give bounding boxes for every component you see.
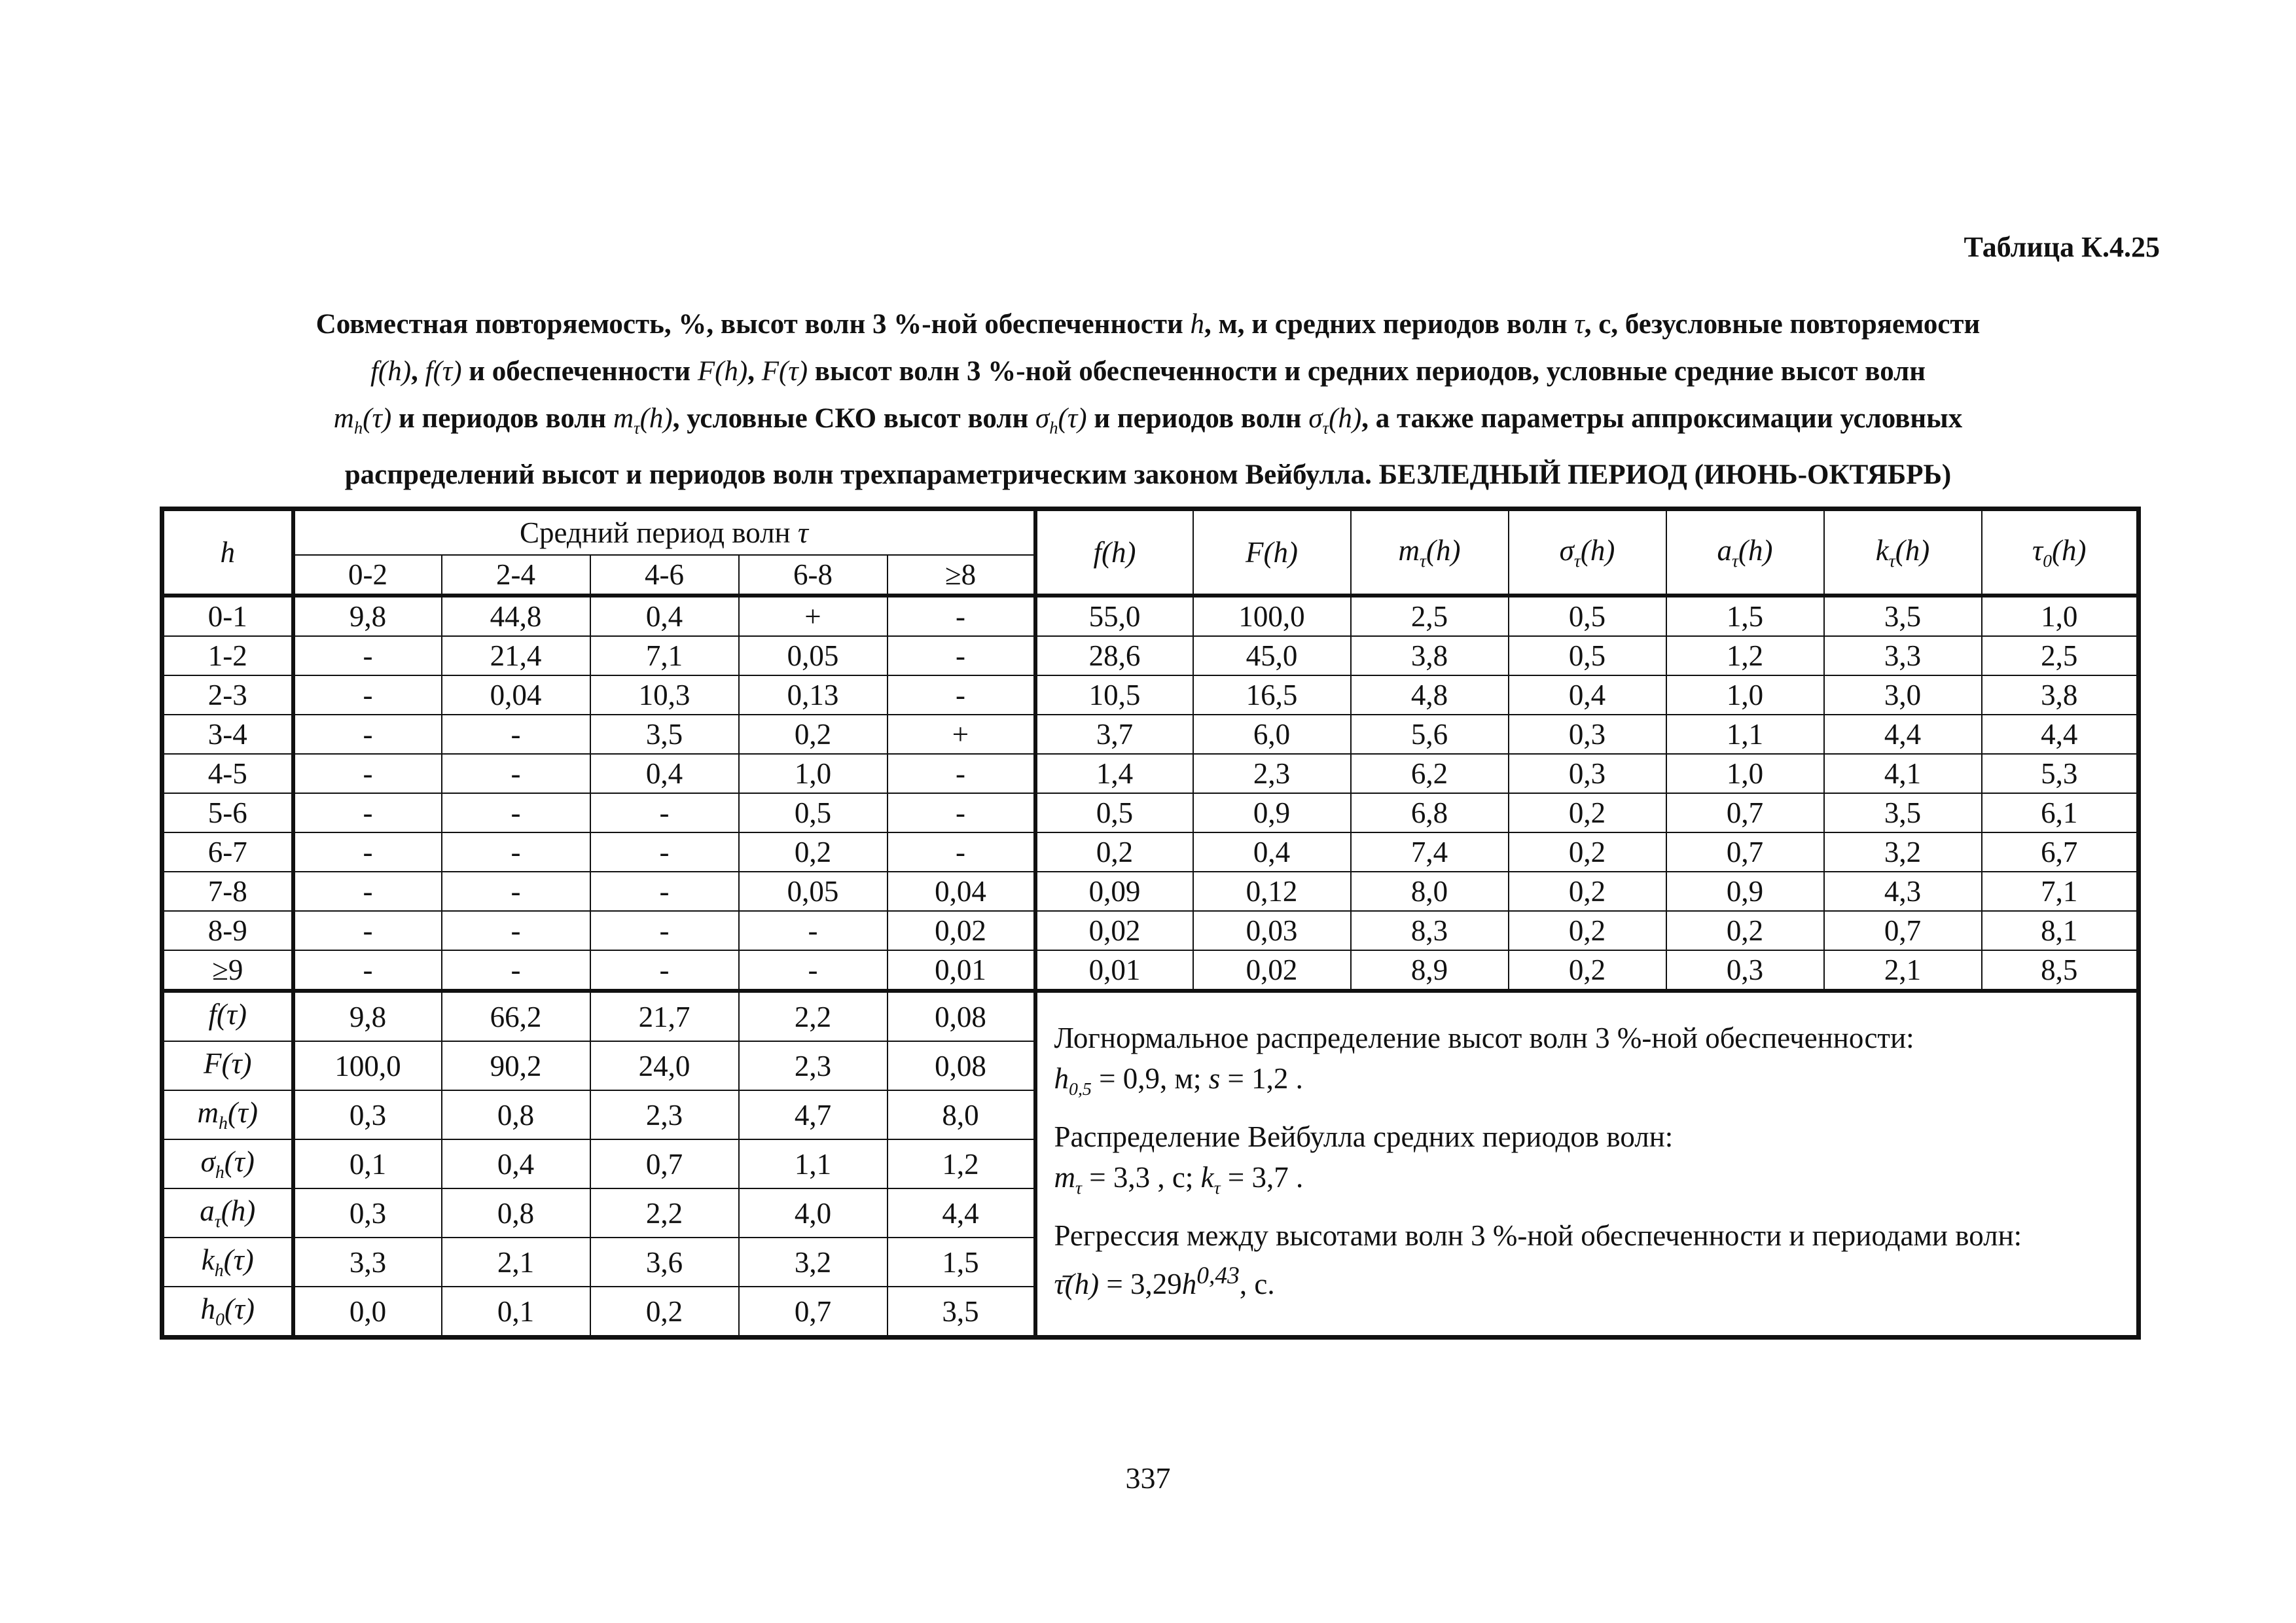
height-stat-cell: 0,2 <box>1509 872 1666 911</box>
period-col: 0-2 <box>293 555 442 596</box>
period-stat-cell: 0,8 <box>442 1188 590 1238</box>
period-stat-cell: 24,0 <box>590 1041 739 1090</box>
header-k-tau: $k_\tau(h)$ <box>1824 509 1982 596</box>
joint-frequency-cell: 3,5 <box>590 715 739 754</box>
height-stat-cell: 3,5 <box>1824 793 1982 832</box>
joint-frequency-cell: + <box>739 596 888 636</box>
height-stat-cell: 0,12 <box>1193 872 1351 911</box>
height-stat-cell: 0,4 <box>1193 832 1351 872</box>
height-stat-cell: 2,5 <box>1351 596 1509 636</box>
height-stat-cell: 0,2 <box>1035 832 1193 872</box>
height-range-cell: 3-4 <box>162 715 293 754</box>
joint-frequency-cell: 44,8 <box>442 596 590 636</box>
height-stat-cell: 0,7 <box>1666 793 1824 832</box>
table-row <box>162 911 2139 950</box>
height-range-cell: 0-1 <box>162 596 293 636</box>
period-stat-cell: 1,5 <box>888 1238 1035 1287</box>
joint-frequency-cell: - <box>888 596 1035 636</box>
period-stat-cell: 0,3 <box>293 1188 442 1238</box>
header-h: h <box>162 509 293 596</box>
caption-line-4: распределений высот и периодов волн трехпараметрическим законом Вейбулла. БЕЗЛЕДНЫЙ ПЕРИОД (ИЮНЬ-ОКТЯБРЬ) <box>344 459 1952 490</box>
joint-frequency-cell: 7,1 <box>590 636 739 675</box>
height-stat-cell: 3,5 <box>1824 596 1982 636</box>
height-stat-cell: 1,0 <box>1982 596 2139 636</box>
header-sigma-tau: $\sigma_\tau(h)$ <box>1509 509 1666 596</box>
header-f-h: f(h) <box>1035 509 1193 596</box>
height-stat-cell: 1,4 <box>1035 754 1193 793</box>
header-F-h: F(h) <box>1193 509 1351 596</box>
joint-frequency-cell: - <box>590 911 739 950</box>
joint-frequency-cell: - <box>590 832 739 872</box>
header-a-tau: $a_\tau(h)$ <box>1666 509 1824 596</box>
period-stat-label: $a_\tau(h)$ <box>162 1188 293 1238</box>
lognormal-note: Логнормальное распределение высот волн 3 %-ной обеспеченности: $h_{0,5} = 0,9$, м; s = 1,2 . <box>1054 1021 1914 1099</box>
height-stat-cell: 2,1 <box>1824 950 1982 991</box>
joint-frequency-cell: - <box>293 754 442 793</box>
joint-frequency-cell: - <box>442 832 590 872</box>
height-stat-cell: 3,2 <box>1824 832 1982 872</box>
joint-frequency-cell: 0,01 <box>888 950 1035 991</box>
height-stat-cell: 1,0 <box>1666 754 1824 793</box>
joint-frequency-cell: 0,04 <box>888 872 1035 911</box>
height-stat-cell: 3,8 <box>1351 636 1509 675</box>
height-stat-cell: 4,8 <box>1351 675 1509 715</box>
joint-frequency-cell: - <box>293 636 442 675</box>
header-row-1 <box>162 509 2139 556</box>
joint-frequency-cell: - <box>293 675 442 715</box>
joint-frequency-cell: 21,4 <box>442 636 590 675</box>
height-stat-cell: 2,5 <box>1982 636 2139 675</box>
height-stat-cell: 0,01 <box>1035 950 1193 991</box>
period-col: 2-4 <box>442 555 590 596</box>
joint-frequency-cell: - <box>293 832 442 872</box>
joint-frequency-cell: 1,0 <box>739 754 888 793</box>
height-stat-cell: 0,5 <box>1035 793 1193 832</box>
period-stat-label: F(τ) <box>162 1041 293 1090</box>
period-stat-cell: 4,7 <box>739 1090 888 1139</box>
joint-frequency-cell: 0,4 <box>590 754 739 793</box>
regression-note: Регрессия между высотами волн 3 %-ной обеспеченности и периодами волн: τ̄(h) = $3,29h^{0,43}$, с. <box>1054 1219 2022 1300</box>
height-stat-cell: 55,0 <box>1035 596 1193 636</box>
period-stat-cell: 0,1 <box>293 1139 442 1188</box>
period-stat-row <box>162 991 2139 1041</box>
period-stat-cell: 66,2 <box>442 991 590 1041</box>
period-stat-cell: 2,3 <box>590 1090 739 1139</box>
height-stat-cell: 0,3 <box>1666 950 1824 991</box>
height-stat-cell: 6,7 <box>1982 832 2139 872</box>
height-stat-cell: 5,6 <box>1351 715 1509 754</box>
height-stat-cell: 0,02 <box>1193 950 1351 991</box>
height-stat-cell: 45,0 <box>1193 636 1351 675</box>
caption-line-3: $m_h(\tau)$ и периодов волн $m_\tau(h)$, условные СКО высот волн $\sigma_h(\tau)$ и периодов волн $\sigma_\tau(h)$, а также параметры аппроксимации условных <box>333 403 1963 438</box>
table-row <box>162 832 2139 872</box>
height-stat-cell: 0,4 <box>1509 675 1666 715</box>
period-stat-cell: 8,0 <box>888 1090 1035 1139</box>
height-stat-cell: 1,0 <box>1666 675 1824 715</box>
height-range-cell: 2-3 <box>162 675 293 715</box>
period-stat-label: f(τ) <box>162 991 293 1041</box>
period-stat-cell: 4,0 <box>739 1188 888 1238</box>
joint-frequency-cell: 0,04 <box>442 675 590 715</box>
period-stat-label: $k_h(\tau)$ <box>162 1238 293 1287</box>
distribution-notes <box>1035 991 2139 1338</box>
header-tau0: $\tau_0(h)$ <box>1982 509 2139 596</box>
height-stat-cell: 1,1 <box>1666 715 1824 754</box>
period-stat-cell: 2,3 <box>739 1041 888 1090</box>
joint-frequency-cell: - <box>888 754 1035 793</box>
height-range-cell: 5-6 <box>162 793 293 832</box>
height-stat-cell: 4,3 <box>1824 872 1982 911</box>
height-stat-cell: 0,5 <box>1509 596 1666 636</box>
height-stat-cell: 6,8 <box>1351 793 1509 832</box>
height-stat-cell: 8,3 <box>1351 911 1509 950</box>
period-stat-cell: 3,6 <box>590 1238 739 1287</box>
height-stat-cell: 0,2 <box>1509 832 1666 872</box>
height-stat-cell: 0,2 <box>1509 793 1666 832</box>
joint-frequency-cell: 0,05 <box>739 872 888 911</box>
period-col: 6-8 <box>739 555 888 596</box>
period-stat-cell: 0,08 <box>888 1041 1035 1090</box>
header-period-group: Средний период волн τ <box>293 509 1035 556</box>
period-stat-cell: 0,8 <box>442 1090 590 1139</box>
period-stat-label: $\sigma_h(\tau)$ <box>162 1139 293 1188</box>
joint-frequency-cell: - <box>293 872 442 911</box>
height-stat-cell: 1,5 <box>1666 596 1824 636</box>
joint-frequency-cell: - <box>888 793 1035 832</box>
joint-frequency-cell: 0,13 <box>739 675 888 715</box>
height-stat-cell: 4,1 <box>1824 754 1982 793</box>
height-stat-cell: 4,4 <box>1982 715 2139 754</box>
height-stat-cell: 0,2 <box>1509 911 1666 950</box>
table-row <box>162 754 2139 793</box>
joint-frequency-cell: - <box>739 911 888 950</box>
page-number: 337 <box>1125 1461 1171 1495</box>
table-row <box>162 950 2139 991</box>
joint-frequency-cell: - <box>293 911 442 950</box>
period-stat-cell: 0,3 <box>293 1090 442 1139</box>
table-row <box>162 675 2139 715</box>
table-row <box>162 715 2139 754</box>
joint-frequency-cell: 0,5 <box>739 793 888 832</box>
joint-frequency-cell: - <box>442 911 590 950</box>
period-stat-cell: 90,2 <box>442 1041 590 1090</box>
height-stat-cell: 16,5 <box>1193 675 1351 715</box>
height-stat-cell: 7,1 <box>1982 872 2139 911</box>
height-stat-cell: 100,0 <box>1193 596 1351 636</box>
period-stat-cell: 0,7 <box>739 1287 888 1338</box>
height-stat-cell: 1,2 <box>1666 636 1824 675</box>
period-stat-cell: 0,4 <box>442 1139 590 1188</box>
weibull-note: Распределение Вейбулла средних периодов волн: $m_\tau = 3,3$ , с; $k_\tau = 3,7$ . <box>1054 1120 1674 1198</box>
joint-frequency-cell: 9,8 <box>293 596 442 636</box>
table-row <box>162 793 2139 832</box>
period-stat-cell: 0,1 <box>442 1287 590 1338</box>
table-body <box>162 509 2139 1338</box>
table-row <box>162 636 2139 675</box>
period-stat-cell: 0,08 <box>888 991 1035 1041</box>
height-stat-cell: 4,4 <box>1824 715 1982 754</box>
height-range-cell: 7-8 <box>162 872 293 911</box>
joint-frequency-cell: + <box>888 715 1035 754</box>
period-col: ≥8 <box>888 555 1035 596</box>
joint-frequency-cell: - <box>293 715 442 754</box>
joint-frequency-cell: 0,2 <box>739 715 888 754</box>
joint-frequency-cell: 0,05 <box>739 636 888 675</box>
table-id: Таблица К.4.25 <box>1964 231 2160 263</box>
height-stat-cell: 0,7 <box>1824 911 1982 950</box>
height-stat-cell: 5,3 <box>1982 754 2139 793</box>
joint-frequency-cell: - <box>293 793 442 832</box>
period-stat-cell: 21,7 <box>590 991 739 1041</box>
period-stat-cell: 4,4 <box>888 1188 1035 1238</box>
period-stat-cell: 0,2 <box>590 1287 739 1338</box>
period-stat-cell: 100,0 <box>293 1041 442 1090</box>
height-range-cell: 4-5 <box>162 754 293 793</box>
height-stat-cell: 8,0 <box>1351 872 1509 911</box>
data-table <box>160 507 2141 1340</box>
height-stat-cell: 0,2 <box>1509 950 1666 991</box>
period-stat-label: $m_h(\tau)$ <box>162 1090 293 1139</box>
height-stat-cell: 8,9 <box>1351 950 1509 991</box>
height-range-cell: 6-7 <box>162 832 293 872</box>
joint-frequency-cell: 10,3 <box>590 675 739 715</box>
height-stat-cell: 3,0 <box>1824 675 1982 715</box>
period-col: 4-6 <box>590 555 739 596</box>
height-stat-cell: 0,5 <box>1509 636 1666 675</box>
height-stat-cell: 10,5 <box>1035 675 1193 715</box>
height-stat-cell: 3,7 <box>1035 715 1193 754</box>
height-stat-cell: 28,6 <box>1035 636 1193 675</box>
height-stat-cell: 0,02 <box>1035 911 1193 950</box>
table-row <box>162 596 2139 636</box>
height-range-cell: 1-2 <box>162 636 293 675</box>
period-stat-cell: 2,1 <box>442 1238 590 1287</box>
period-stat-cell: 2,2 <box>590 1188 739 1238</box>
joint-frequency-cell: - <box>442 754 590 793</box>
height-stat-cell: 3,8 <box>1982 675 2139 715</box>
height-stat-cell: 6,2 <box>1351 754 1509 793</box>
height-stat-cell: 0,9 <box>1666 872 1824 911</box>
height-stat-cell: 0,7 <box>1666 832 1824 872</box>
joint-frequency-cell: - <box>739 950 888 991</box>
joint-frequency-cell: - <box>590 793 739 832</box>
period-stat-label: $h_0(\tau)$ <box>162 1287 293 1338</box>
joint-frequency-cell: - <box>293 950 442 991</box>
height-stat-cell: 0,03 <box>1193 911 1351 950</box>
height-stat-cell: 3,3 <box>1824 636 1982 675</box>
period-stat-cell: 3,5 <box>888 1287 1035 1338</box>
header-m-tau: $m_\tau(h)$ <box>1351 509 1509 596</box>
height-stat-cell: 6,0 <box>1193 715 1351 754</box>
period-stat-cell: 9,8 <box>293 991 442 1041</box>
height-stat-cell: 7,4 <box>1351 832 1509 872</box>
height-stat-cell: 0,3 <box>1509 754 1666 793</box>
height-stat-cell: 0,2 <box>1666 911 1824 950</box>
joint-frequency-cell: - <box>590 872 739 911</box>
height-stat-cell: 8,5 <box>1982 950 2139 991</box>
joint-frequency-cell: - <box>888 636 1035 675</box>
height-stat-cell: 0,09 <box>1035 872 1193 911</box>
joint-frequency-cell: 0,02 <box>888 911 1035 950</box>
joint-frequency-cell: - <box>442 872 590 911</box>
height-stat-cell: 8,1 <box>1982 911 2139 950</box>
height-range-cell: ≥9 <box>162 950 293 991</box>
joint-frequency-cell: - <box>442 793 590 832</box>
height-stat-cell: 6,1 <box>1982 793 2139 832</box>
period-stat-cell: 0,7 <box>590 1139 739 1188</box>
period-stat-cell: 1,2 <box>888 1139 1035 1188</box>
period-stat-cell: 1,1 <box>739 1139 888 1188</box>
height-stat-cell: 0,9 <box>1193 793 1351 832</box>
period-stat-cell: 3,2 <box>739 1238 888 1287</box>
table-caption <box>154 301 2142 499</box>
joint-frequency-cell: - <box>888 832 1035 872</box>
joint-frequency-cell: 0,4 <box>590 596 739 636</box>
table-row <box>162 872 2139 911</box>
period-stat-cell: 0,0 <box>293 1287 442 1338</box>
caption-line-2: f(h), f(τ) и обеспеченности F(h), F(τ) высот волн 3 %-ной обеспеченности и средних периодов, условные средние высот волн <box>370 356 1926 387</box>
caption-line-1: Совместная повторяемость, %, высот волн 3 %-ной обеспеченности h, м, и средних периодов волн τ, с, безусловные повторяемости <box>315 309 1981 340</box>
height-range-cell: 8-9 <box>162 911 293 950</box>
period-stat-cell: 3,3 <box>293 1238 442 1287</box>
joint-frequency-cell: - <box>442 715 590 754</box>
period-stat-cell: 2,2 <box>739 991 888 1041</box>
joint-frequency-cell: - <box>888 675 1035 715</box>
height-stat-cell: 2,3 <box>1193 754 1351 793</box>
height-stat-cell: 0,3 <box>1509 715 1666 754</box>
joint-frequency-cell: 0,2 <box>739 832 888 872</box>
joint-frequency-cell: - <box>590 950 739 991</box>
joint-frequency-cell: - <box>442 950 590 991</box>
